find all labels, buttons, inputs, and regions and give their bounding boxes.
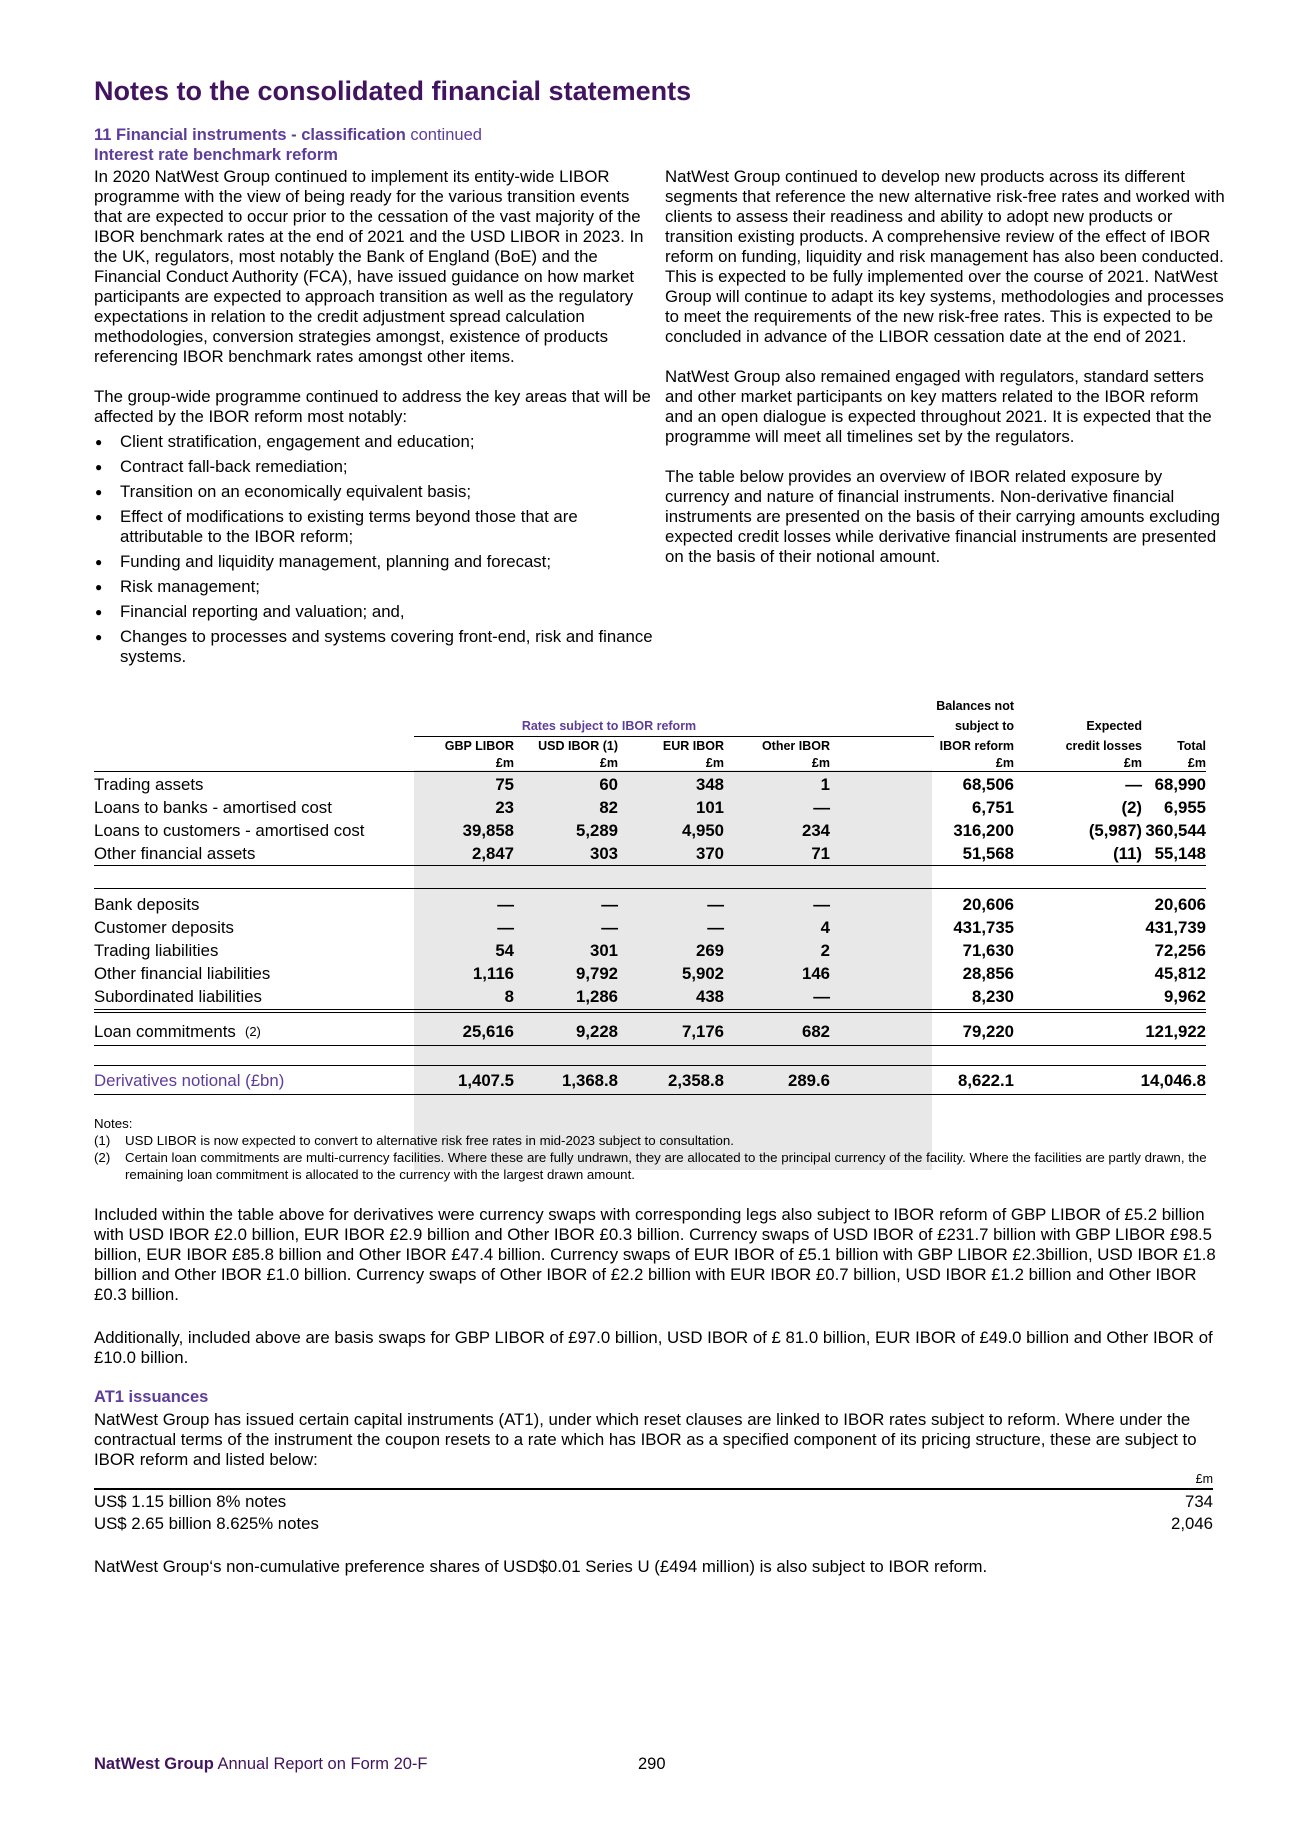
cell-value: 55,148 [1154, 844, 1206, 863]
note-key: (1) [94, 1133, 111, 1148]
cell-value: 20,606 [962, 895, 1014, 914]
section-title: 11 Financial instruments - classification [94, 126, 406, 144]
cell-value: 28,856 [962, 964, 1014, 983]
row-label: Subordinated liabilities [94, 987, 262, 1006]
row-label: Loans to customers - amortised cost [94, 821, 365, 840]
table-row [94, 796, 1206, 819]
cell-value: 4 [820, 918, 830, 937]
page-title: Notes to the consolidated financial statements [94, 76, 692, 106]
section-heading [94, 126, 482, 145]
cell-value: 2 [820, 941, 830, 960]
cell-value: 14,046.8 [1140, 1071, 1206, 1090]
cell-value: (5,987) [1088, 821, 1142, 840]
cell-value: 8 [504, 987, 514, 1006]
cell-value: 82 [599, 798, 618, 817]
left-column [94, 167, 654, 672]
cell-value: 8,230 [972, 987, 1014, 1006]
col-unit: £m [495, 756, 514, 770]
list-item: ● Contract fall-back remediation; [94, 457, 654, 477]
list-item: ● Risk management; [94, 577, 654, 597]
page-number: 290 [638, 1755, 666, 1773]
footer-brand: NatWest Group [94, 1755, 214, 1773]
col-header-gbp-libor: GBP LIBOR [444, 739, 514, 753]
cell-value: 1,116 [472, 964, 514, 983]
left-paragraph-1: In 2020 NatWest Group continued to implement its entity-wide LIBOR programme with the view of being ready for the various transition events that are expected to occur prior to the cessation of the vast majority of the IBOR benchmark rates at the end of 2021 and the USD LIBOR in 2023. In the UK, regulators, most notably the Bank of England (BoE) and the Financial Conduct Authority (FCA), have issued guidance on how market participants are expected to approach transition as well as the regulatory expectations in relation to the credit adjustment spread calculation methodologies, conversion strategies amongst, existence of products referencing IBOR benchmark rates amongst other items. [94, 167, 644, 366]
continued-label: continued [410, 126, 482, 144]
cell-value: 101 [696, 798, 724, 817]
basis-swaps-paragraph: Additionally, included above are basis swaps for GBP LIBOR of £97.0 billion, USD IBOR of £ 81.0 billion, EUR IBOR of £49.0 billion and Other IBOR of £10.0 billion. [94, 1328, 1213, 1367]
cell-value: 8,622.1 [958, 1071, 1014, 1090]
table-row [94, 962, 1206, 985]
cell-value: — [497, 918, 514, 937]
table-row [94, 916, 1206, 939]
at1-row-label: US$ 2.65 billion 8.625% notes [94, 1514, 319, 1533]
col-header-balances-line2: IBOR reform [939, 739, 1014, 753]
table-row [94, 773, 1206, 796]
currency-swaps-paragraph: Included within the table above for derivatives were currency swaps with corresponding legs also subject to IBOR reform of GBP LIBOR of £5.2 billion with USD IBOR £2.0 billion, EUR IBOR £2.9 billion and Other IBOR £0.3 billion. Currency swaps of USD IBOR of £231.7 billion with GBP LIBOR £98.5 billion, EUR IBOR £85.8 billion and Other IBOR £47.4 billion. Currency swaps of EUR IBOR of £5.1 billion with GBP LIBOR £2.3billion, USD IBOR £1.8 billion and Other IBOR £1.0 billion. Currency swaps of Other IBOR of £2.2 billion with EUR IBOR £0.7 billion, USD IBOR £1.2 billion and Other IBOR £0.3 billion. [94, 1205, 1216, 1304]
list-item: ● Transition on an economically equivalent basis; [94, 482, 654, 502]
cell-value: 1,286 [576, 987, 618, 1006]
cell-value: 360,544 [1145, 821, 1206, 840]
list-item: ● Funding and liquidity management, planning and forecast; [94, 552, 654, 572]
right-paragraph-3: The table below provides an overview of IBOR related exposure by currency and nature of financial instruments. Non-derivative financial instruments are presented on the basis of their carrying amounts excluding expected credit losses while derivative financial instruments are presented on the basis of their notional amount. [665, 467, 1221, 566]
right-column [665, 167, 1227, 567]
cell-value: 71 [811, 844, 830, 863]
col-header-balances-line0: Balances not [936, 699, 1014, 713]
cell-value: 682 [802, 1022, 830, 1041]
note-text: USD LIBOR is now expected to convert to alternative risk free rates in mid-2023 subject to consultation. [125, 1133, 734, 1148]
cell-value: 79,220 [962, 1022, 1014, 1041]
cell-value: 301 [590, 941, 618, 960]
cell-value: — [707, 918, 724, 937]
cell-value: 1 [820, 775, 830, 794]
cell-value: (11) [1113, 844, 1142, 863]
row-label: Loan commitments [94, 1022, 236, 1041]
note-key: (2) [94, 1150, 111, 1165]
at1-table [94, 1472, 1213, 1536]
table-row [94, 842, 1206, 865]
cell-value: 5,902 [682, 964, 724, 983]
cell-value: 51,568 [962, 844, 1014, 863]
cell-value: 72,256 [1154, 941, 1206, 960]
cell-value: 289.6 [788, 1071, 830, 1090]
cell-value: 146 [802, 964, 830, 983]
cell-value: 316,200 [953, 821, 1014, 840]
table-row [94, 1514, 1213, 1536]
at1-heading: AT1 issuances [94, 1388, 209, 1406]
cell-value: 370 [696, 844, 724, 863]
cell-value: 303 [590, 844, 618, 863]
cell-value: — [1125, 775, 1142, 794]
cell-value: 39,858 [462, 821, 514, 840]
col-unit: £m [705, 756, 724, 770]
cell-value: — [813, 798, 830, 817]
row-label: Bank deposits [94, 895, 200, 914]
list-item: ● Client stratification, engagement and education; [94, 432, 654, 452]
right-paragraph-2: NatWest Group also remained engaged with regulators, standard setters and other market participants on key matters related to the IBOR reform and an open dialogue is expected throughout 2021. It is expected that the programme will meet all timelines set by the regulators. [665, 367, 1212, 446]
list-item: ● Effect of modifications to existing terms beyond those that are attributable to the IBOR reform; [94, 507, 654, 547]
list-item: ● Financial reporting and valuation; and, [94, 602, 654, 622]
row-note-ref: (2) [245, 1024, 261, 1039]
col-unit: £m [1123, 756, 1142, 770]
at1-row-label: US$ 1.15 billion 8% notes [94, 1492, 287, 1511]
derivatives-row [94, 1069, 1206, 1092]
cell-value: (2) [1121, 798, 1142, 817]
cell-value: 75 [495, 775, 514, 794]
loan-commitments-row [94, 1020, 1206, 1043]
cell-value: 9,228 [576, 1022, 618, 1041]
cell-value: 5,289 [576, 821, 618, 840]
table-row [94, 939, 1206, 962]
at1-row-value: 2,046 [1171, 1514, 1213, 1533]
section-subheading: Interest rate benchmark reform [94, 146, 338, 164]
col-header-total: Total [1177, 739, 1206, 753]
cell-value: 9,962 [1164, 987, 1206, 1006]
col-header-ecl-line1: Expected [1086, 719, 1142, 733]
cell-value: 6,955 [1164, 798, 1206, 817]
cell-value: 71,630 [962, 941, 1014, 960]
cell-value: 45,812 [1154, 964, 1206, 983]
col-header-ecl-line2: credit losses [1065, 739, 1142, 753]
preference-shares-paragraph: NatWest Group‘s non-cumulative preference shares of USD$0.01 Series U (£494 million) is also subject to IBOR reform. [94, 1557, 988, 1576]
cell-value: — [813, 987, 830, 1006]
cell-value: 25,616 [462, 1022, 514, 1041]
row-label: Customer deposits [94, 918, 234, 937]
col-header-balances-line1: subject to [954, 719, 1014, 733]
cell-value: 1,407.5 [458, 1071, 514, 1090]
row-label: Loans to banks - amortised cost [94, 798, 332, 817]
row-label: Trading liabilities [94, 941, 219, 960]
at1-paragraph: NatWest Group has issued certain capital instruments (AT1), under which reset clauses are linked to IBOR rates subject to reform. Where under the contractual terms of the instrument the coupon resets to a rate which has IBOR as a specified component of its pricing structure, these are subject to IBOR reform and listed below: [94, 1410, 1197, 1469]
left-paragraph-2: The group-wide programme continued to address the key areas that will be affected by the IBOR reform most notably: [94, 387, 651, 426]
row-label: Other financial liabilities [94, 964, 271, 983]
cell-value: 431,739 [1145, 918, 1206, 937]
note-text: Certain loan commitments are multi-currency facilities. Where these are fully undrawn, they are allocated to the principal currency of the facility. Where the facilities are partly drawn, the remaining loan commitment is allocated to the currency with the largest drawn amount. [125, 1150, 1207, 1182]
table-notes [94, 1115, 1214, 1183]
col-unit: £m [1187, 756, 1206, 770]
cell-value: 7,176 [682, 1022, 724, 1041]
cell-value: 68,990 [1154, 775, 1206, 794]
footer [94, 1755, 428, 1774]
col-unit: £m [995, 756, 1014, 770]
cell-value: 68,506 [962, 775, 1014, 794]
cell-value: 431,735 [953, 918, 1014, 937]
table-row [94, 1492, 1213, 1514]
right-paragraph-1: NatWest Group continued to develop new products across its different segments that reference the new alternative risk-free rates and worked with clients to assess their readiness and ability to adopt new products or transition existing products. A comprehensive review of the effect of IBOR reform on funding, liquidity and risk management has also been conducted. This is expected to be fully implemented over the course of 2021. NatWest Group will continue to adapt its key systems, methodologies and processes to meet the requirements of the new risk-free rates. This is expected to be concluded in advance of the LIBOR cessation date at the end of 2021. [665, 167, 1225, 346]
cell-value: 23 [495, 798, 514, 817]
note-2 [94, 1149, 1214, 1183]
cell-value: 20,606 [1154, 895, 1206, 914]
col-header-eur-ibor: EUR IBOR [662, 739, 724, 753]
cell-value: 2,847 [472, 844, 514, 863]
cell-value: 438 [696, 987, 724, 1006]
col-unit: £m [599, 756, 618, 770]
cell-value: 1,368.8 [562, 1071, 618, 1090]
cell-value: — [601, 895, 618, 914]
table-row [94, 985, 1206, 1008]
cell-value: 54 [495, 941, 514, 960]
cell-value: — [813, 895, 830, 914]
col-unit: £m [811, 756, 830, 770]
notes-heading: Notes: [94, 1116, 133, 1131]
row-label: Trading assets [94, 775, 204, 794]
cell-value: 234 [802, 821, 830, 840]
note-1 [94, 1132, 1214, 1149]
cell-value: 9,792 [576, 964, 618, 983]
cell-value: — [707, 895, 724, 914]
table-row [94, 893, 1206, 916]
at1-row-value: 734 [1185, 1492, 1213, 1511]
footer-report: Annual Report on Form 20-F [217, 1755, 428, 1773]
cell-value: 269 [696, 941, 724, 960]
cell-value: 60 [599, 775, 618, 794]
cell-value: 6,751 [972, 798, 1014, 817]
table-row [94, 819, 1206, 842]
cell-value: 121,922 [1145, 1022, 1206, 1041]
cell-value: — [497, 895, 514, 914]
at1-unit: £m [1195, 1472, 1213, 1486]
ibor-group-label: Rates subject to IBOR reform [521, 719, 697, 733]
row-label: Other financial assets [94, 844, 256, 863]
cell-value: 2,358.8 [668, 1071, 724, 1090]
cell-value: 348 [696, 775, 724, 794]
key-areas-list [94, 432, 654, 667]
list-item: ● Changes to processes and systems covering front-end, risk and finance systems. [94, 627, 654, 667]
row-label: Derivatives notional (£bn) [94, 1071, 285, 1090]
cell-value: 4,950 [682, 821, 724, 840]
cell-value: — [601, 918, 618, 937]
col-header-other-ibor: Other IBOR [761, 739, 830, 753]
col-header-usd-ibor: USD IBOR (1) [538, 739, 618, 753]
